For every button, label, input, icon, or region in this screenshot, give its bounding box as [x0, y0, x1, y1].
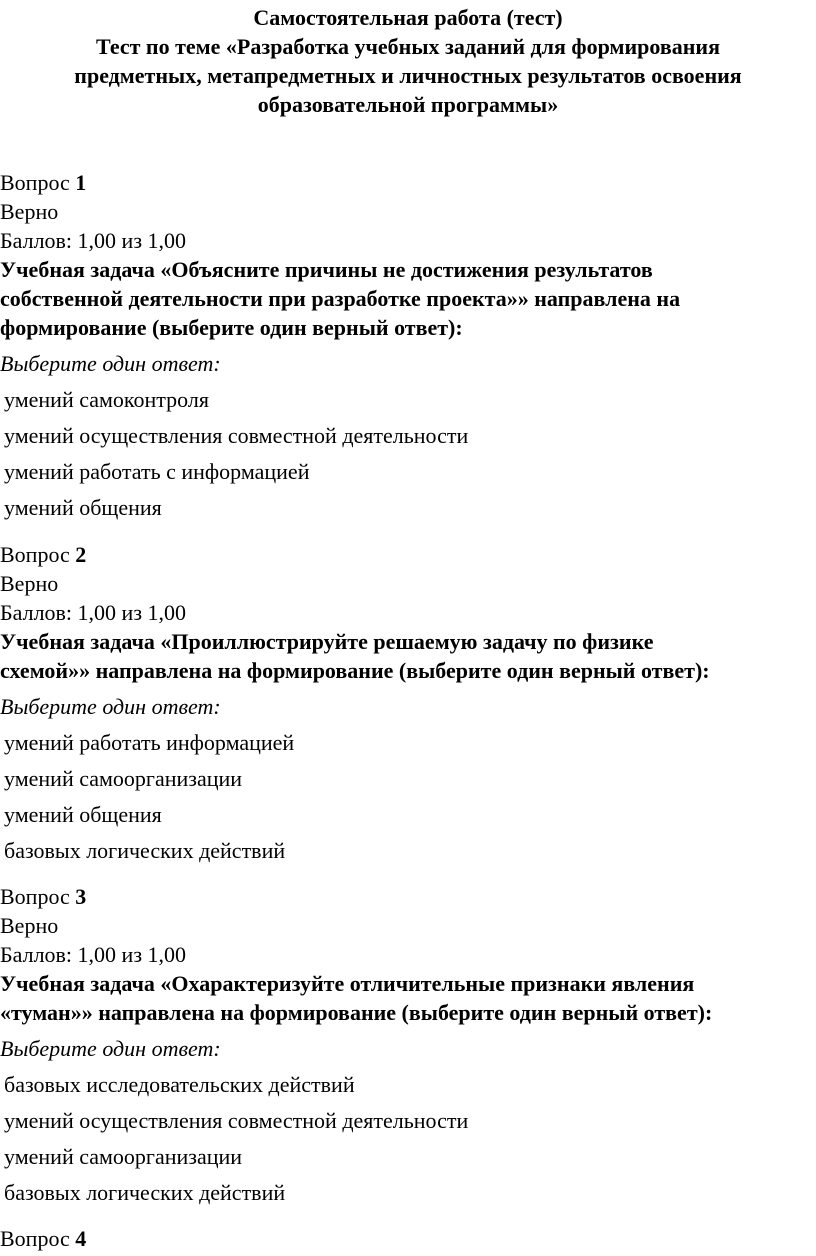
question-number-value: 1 — [75, 170, 87, 195]
question-number-value: 4 — [75, 1226, 87, 1251]
question-text-line: «туман»» направлена на формирование (выберите один верный ответ): — [0, 1000, 713, 1025]
question-text-line: собственной деятельности при разработке проекта»» направлена на — [0, 286, 681, 311]
page-title — [0, 3, 816, 119]
question-status: Верно — [0, 571, 59, 596]
answer-option[interactable]: умений работать информацией — [4, 730, 295, 755]
answer-option[interactable]: умений общения — [4, 495, 162, 520]
title-line: предметных, метапредметных и личностных результатов освоения — [74, 63, 742, 88]
answer-option[interactable]: базовых исследовательских действий — [4, 1072, 355, 1097]
question-status: Верно — [0, 913, 59, 938]
question-text-line: формирование (выберите один верный ответ): — [0, 315, 463, 340]
title-line: Самостоятельная работа (тест) — [253, 5, 563, 30]
question-status: Верно — [0, 199, 59, 224]
question-3 — [0, 882, 816, 1211]
answer-option[interactable]: умений осуществления совместной деятельности — [4, 423, 469, 448]
question-label: Вопрос — [0, 170, 70, 195]
answer-options — [0, 1067, 816, 1211]
answer-prompt: Выберите один ответ: — [0, 1036, 221, 1061]
question-text-line: Учебная задача «Проиллюстрируйте решаемую задачу по физике — [0, 629, 654, 654]
question-number-value: 3 — [75, 884, 87, 909]
question-text — [0, 255, 816, 342]
question-score: Баллов: 1,00 из 1,00 — [0, 228, 187, 253]
question-number — [0, 540, 816, 569]
answer-option[interactable]: умений самоконтроля — [4, 387, 209, 412]
answer-option[interactable]: базовых логических действий — [4, 1180, 286, 1205]
question-label: Вопрос — [0, 884, 70, 909]
question-text-line: схемой»» направлена на формирование (выберите один верный ответ): — [0, 658, 710, 683]
question-number — [0, 1224, 816, 1253]
answer-option[interactable]: умений осуществления совместной деятельности — [4, 1108, 469, 1133]
question-score: Баллов: 1,00 из 1,00 — [0, 600, 187, 625]
question-text-line: Учебная задача «Объясните причины не достижения результатов — [0, 257, 653, 282]
answer-prompt: Выберите один ответ: — [0, 351, 221, 376]
title-line: Тест по теме «Разработка учебных заданий для формирования — [95, 34, 721, 59]
answer-option[interactable]: умений самоорганизации — [4, 1144, 243, 1169]
question-label: Вопрос — [0, 1226, 70, 1251]
answer-option[interactable]: базовых логических действий — [4, 838, 286, 863]
question-text — [0, 969, 816, 1027]
answer-option[interactable]: умений самоорганизации — [4, 766, 243, 791]
question-text-line: Учебная задача «Охарактеризуйте отличительные признаки явления — [0, 971, 695, 996]
question-text — [0, 627, 816, 685]
answer-options — [0, 382, 816, 526]
question-4 — [0, 1224, 816, 1253]
question-2 — [0, 540, 816, 869]
answer-option[interactable]: умений общения — [4, 802, 162, 827]
answer-prompt: Выберите один ответ: — [0, 694, 221, 719]
question-score: Баллов: 1,00 из 1,00 — [0, 942, 187, 967]
title-line: образовательной программы» — [257, 92, 559, 117]
answer-option[interactable]: умений работать с информацией — [4, 459, 310, 484]
question-label: Вопрос — [0, 542, 70, 567]
question-number-value: 2 — [75, 542, 87, 567]
question-number — [0, 168, 816, 197]
answer-options — [0, 725, 816, 869]
question-1 — [0, 168, 816, 526]
question-number — [0, 882, 816, 911]
